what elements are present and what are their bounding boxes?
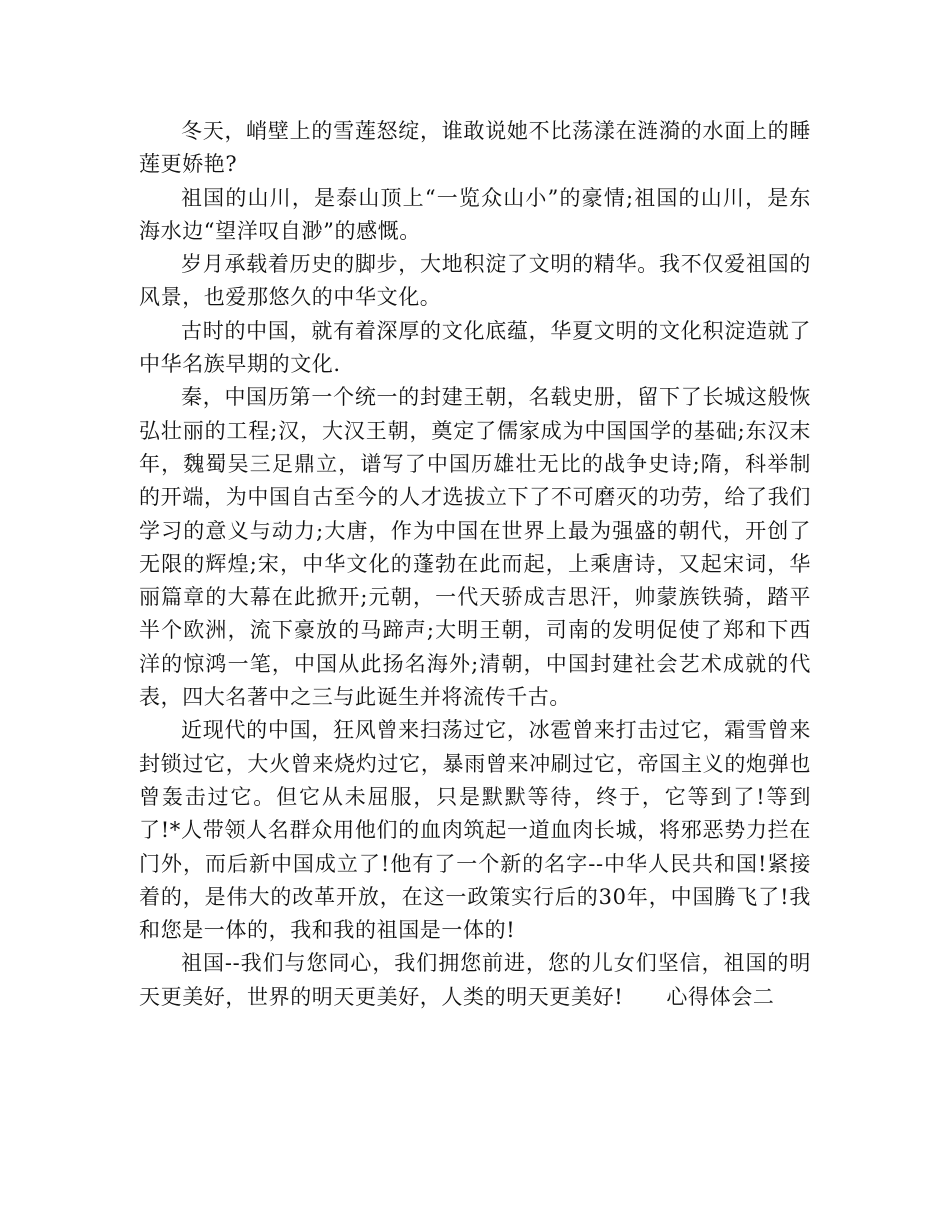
- paragraph-ancient-china: 古时的中国，就有着深厚的文化底蕴，华夏文明的文化积淀造就了中华名族早期的文化.: [139, 318, 811, 377]
- document-body: [139, 115, 811, 1014]
- paragraph-winter-snow-lotus: 冬天，峭壁上的雪莲怒绽，谁敢说她不比荡漾在涟漪的水面上的睡莲更娇艳?: [139, 119, 811, 177]
- paragraph-closing: 祖国--我们与您同心，我们拥您前进，您的儿女们坚信，祖国的明天更美好，世界的明天更美好，人类的明天更美好! 心得体会二: [139, 951, 811, 1009]
- paragraph-history-civilization: 岁月承载着历史的脚步，大地积淀了文明的精华。我不仅爱祖国的风景，也爱那悠久的中华文化。: [139, 252, 811, 310]
- paragraph-mountains-rivers: 祖国的山川，是泰山顶上“一览众山小”的豪情;祖国的山川，是东海水边“望洋叹自渺”的感慨。: [139, 185, 811, 243]
- paragraph-modern-china: 近现代的中国，狂风曾来扫荡过它，冰雹曾来打击过它，霜雪曾来封锁过它，大火曾来烧灼过它，暴雨曾来冲刷过它，帝国主义的炮弹也曾轰击过它。但它从未屈服，只是默默等待，终于，它等到了!等到了!*人带领人名群众用他们的血肉筑起一道血肉长城，将邪恶势力拦在门外，而后新中国成立了!他有了一个新的名字--中华人民共和国!紧接着的，是伟大的改革开放，在这一政策实行后的30年，中国腾飞了!我和您是一体的，我和我的祖国是一体的!: [139, 718, 811, 943]
- paragraph-dynasties: 秦，中国历第一个统一的封建王朝，名载史册，留下了长城这般恢弘壮丽的工程;汉，大汉王朝，奠定了儒家成为中国国学的基础;东汉末年，魏蜀吴三足鼎立，谱写了中国历雄壮无比的战争史诗;隋，科举制的开端，为中国自古至今的人才选拔立下了不可磨灭的功劳，给了我们学习的意义与动力;大唐，作为中国在世界上最为强盛的朝代，开创了无限的辉煌;宋，中华文化的蓬勃在此而起，上乘唐诗，又起宋词，华丽篇章的大幕在此掀开;元朝，一代天骄成吉思汗，帅蒙族铁骑，踏平半个欧洲，流下豪放的马蹄声;大明王朝，司南的发明促使了郑和下西洋的惊鸿一笔，中国从此扬名海外;清朝，中国封建社会艺术成就的代表，四大名著中之三与此诞生并将流传千古。: [139, 385, 811, 710]
